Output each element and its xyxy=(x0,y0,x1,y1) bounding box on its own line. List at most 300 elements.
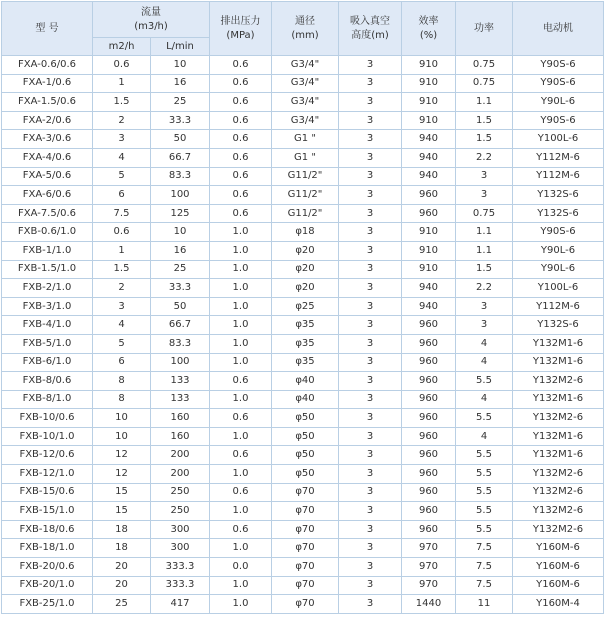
cell-diameter: φ70 xyxy=(272,539,339,558)
cell-diameter: G1 " xyxy=(272,148,339,167)
cell-motor: Y160M-6 xyxy=(513,539,604,558)
cell-efficiency: 960 xyxy=(402,390,456,409)
table-row xyxy=(2,297,604,316)
cell-efficiency: 940 xyxy=(402,297,456,316)
cell-suction-height: 3 xyxy=(339,539,402,558)
cell-motor: Y112M-6 xyxy=(513,167,604,186)
cell-flow-m3h: 3 xyxy=(93,297,151,316)
cell-flow-lmin: 300 xyxy=(151,539,210,558)
cell-motor: Y132M1-6 xyxy=(513,353,604,372)
cell-flow-m3h: 3 xyxy=(93,130,151,149)
table-row xyxy=(2,558,604,577)
cell-flow-m3h: 1.5 xyxy=(93,260,151,279)
table-row xyxy=(2,260,604,279)
cell-flow-lmin: 100 xyxy=(151,353,210,372)
cell-diameter: G11/2" xyxy=(272,186,339,205)
cell-model: FXB-15/1.0 xyxy=(2,502,93,521)
cell-power: 5.5 xyxy=(456,409,513,428)
cell-pressure: 1.0 xyxy=(210,297,272,316)
cell-flow-lmin: 333.3 xyxy=(151,576,210,595)
cell-pressure: 1.0 xyxy=(210,595,272,614)
cell-motor: Y132M1-6 xyxy=(513,390,604,409)
table-row xyxy=(2,502,604,521)
cell-flow-lmin: 83.3 xyxy=(151,167,210,186)
cell-model: FXA-5/0.6 xyxy=(2,167,93,186)
cell-power: 1.5 xyxy=(456,260,513,279)
header-motor: 电动机 xyxy=(513,2,604,56)
cell-flow-lmin: 66.7 xyxy=(151,148,210,167)
cell-power: 1.1 xyxy=(456,223,513,242)
table-row xyxy=(2,483,604,502)
cell-suction-height: 3 xyxy=(339,74,402,93)
table-row xyxy=(2,576,604,595)
cell-model: FXB-5/1.0 xyxy=(2,334,93,353)
cell-efficiency: 960 xyxy=(402,353,456,372)
cell-model: FXB-20/0.6 xyxy=(2,558,93,577)
cell-model: FXB-15/0.6 xyxy=(2,483,93,502)
cell-flow-m3h: 25 xyxy=(93,595,151,614)
header-diameter-unit: (mm) xyxy=(291,29,319,41)
table-header xyxy=(2,2,604,56)
cell-diameter: φ50 xyxy=(272,427,339,446)
cell-pressure: 1.0 xyxy=(210,390,272,409)
cell-suction-height: 3 xyxy=(339,334,402,353)
cell-flow-lmin: 125 xyxy=(151,204,210,223)
cell-flow-lmin: 100 xyxy=(151,186,210,205)
cell-suction-height: 3 xyxy=(339,148,402,167)
cell-suction-height: 3 xyxy=(339,186,402,205)
cell-flow-m3h: 15 xyxy=(93,483,151,502)
cell-flow-m3h: 4 xyxy=(93,316,151,335)
table-row xyxy=(2,130,604,149)
table-row xyxy=(2,390,604,409)
cell-flow-lmin: 160 xyxy=(151,427,210,446)
cell-efficiency: 960 xyxy=(402,465,456,484)
cell-suction-height: 3 xyxy=(339,130,402,149)
cell-motor: Y132M2-6 xyxy=(513,372,604,391)
cell-efficiency: 960 xyxy=(402,502,456,521)
cell-suction-height: 3 xyxy=(339,167,402,186)
cell-model: FXB-12/1.0 xyxy=(2,465,93,484)
cell-motor: Y112M-6 xyxy=(513,148,604,167)
cell-pressure: 0.6 xyxy=(210,483,272,502)
cell-diameter: φ35 xyxy=(272,334,339,353)
cell-pressure: 0.6 xyxy=(210,186,272,205)
cell-efficiency: 960 xyxy=(402,316,456,335)
cell-pressure: 0.6 xyxy=(210,372,272,391)
table-row xyxy=(2,465,604,484)
cell-suction-height: 3 xyxy=(339,558,402,577)
cell-pressure: 1.0 xyxy=(210,223,272,242)
cell-flow-lmin: 10 xyxy=(151,223,210,242)
cell-suction-height: 3 xyxy=(339,111,402,130)
cell-diameter: G3/4" xyxy=(272,74,339,93)
table-row xyxy=(2,56,604,75)
cell-efficiency: 970 xyxy=(402,539,456,558)
cell-motor: Y132M2-6 xyxy=(513,409,604,428)
cell-efficiency: 960 xyxy=(402,409,456,428)
header-model: 型 号 xyxy=(2,2,93,56)
cell-motor: Y160M-4 xyxy=(513,595,604,614)
table-row xyxy=(2,316,604,335)
cell-flow-m3h: 8 xyxy=(93,372,151,391)
header-flow-title: 流量 xyxy=(141,6,161,18)
cell-suction-height: 3 xyxy=(339,465,402,484)
table-row xyxy=(2,74,604,93)
cell-efficiency: 960 xyxy=(402,427,456,446)
cell-diameter: φ50 xyxy=(272,409,339,428)
cell-power: 2.2 xyxy=(456,279,513,298)
cell-power: 11 xyxy=(456,595,513,614)
table-row xyxy=(2,427,604,446)
cell-efficiency: 940 xyxy=(402,167,456,186)
cell-flow-m3h: 2 xyxy=(93,111,151,130)
cell-efficiency: 960 xyxy=(402,372,456,391)
cell-diameter: φ50 xyxy=(272,465,339,484)
cell-flow-m3h: 10 xyxy=(93,409,151,428)
cell-suction-height: 3 xyxy=(339,483,402,502)
cell-flow-lmin: 200 xyxy=(151,446,210,465)
cell-diameter: φ18 xyxy=(272,223,339,242)
cell-power: 5.5 xyxy=(456,520,513,539)
cell-efficiency: 910 xyxy=(402,260,456,279)
cell-flow-m3h: 6 xyxy=(93,186,151,205)
cell-flow-m3h: 15 xyxy=(93,502,151,521)
cell-efficiency: 1440 xyxy=(402,595,456,614)
cell-diameter: G3/4" xyxy=(272,93,339,112)
table-row xyxy=(2,595,604,614)
cell-diameter: φ20 xyxy=(272,260,339,279)
cell-diameter: φ70 xyxy=(272,483,339,502)
cell-flow-lmin: 160 xyxy=(151,409,210,428)
header-flow-m2h: m2/h xyxy=(93,38,151,56)
cell-suction-height: 3 xyxy=(339,316,402,335)
cell-model: FXA-1.5/0.6 xyxy=(2,93,93,112)
cell-flow-lmin: 66.7 xyxy=(151,316,210,335)
table-row xyxy=(2,223,604,242)
header-flow-unit: (m3/h) xyxy=(134,20,168,32)
cell-flow-lmin: 300 xyxy=(151,520,210,539)
cell-motor: Y90L-6 xyxy=(513,93,604,112)
cell-pressure: 1.0 xyxy=(210,334,272,353)
cell-flow-m3h: 18 xyxy=(93,520,151,539)
cell-power: 1.1 xyxy=(456,241,513,260)
cell-flow-m3h: 2 xyxy=(93,279,151,298)
cell-pressure: 0.6 xyxy=(210,409,272,428)
cell-model: FXB-10/0.6 xyxy=(2,409,93,428)
table-body xyxy=(2,56,604,614)
cell-model: FXB-2/1.0 xyxy=(2,279,93,298)
cell-diameter: G11/2" xyxy=(272,204,339,223)
table-row xyxy=(2,148,604,167)
cell-motor: Y132S-6 xyxy=(513,204,604,223)
cell-flow-m3h: 20 xyxy=(93,558,151,577)
cell-flow-lmin: 417 xyxy=(151,595,210,614)
cell-power: 7.5 xyxy=(456,576,513,595)
table-row xyxy=(2,241,604,260)
cell-pressure: 1.0 xyxy=(210,260,272,279)
cell-motor: Y100L-6 xyxy=(513,279,604,298)
cell-model: FXA-4/0.6 xyxy=(2,148,93,167)
cell-flow-m3h: 0.6 xyxy=(93,223,151,242)
cell-motor: Y132M1-6 xyxy=(513,427,604,446)
cell-flow-lmin: 25 xyxy=(151,260,210,279)
cell-model: FXB-8/0.6 xyxy=(2,372,93,391)
header-pressure-unit: (MPa) xyxy=(226,29,255,41)
cell-suction-height: 3 xyxy=(339,204,402,223)
cell-pressure: 1.0 xyxy=(210,539,272,558)
cell-pressure: 0.6 xyxy=(210,111,272,130)
cell-efficiency: 960 xyxy=(402,520,456,539)
cell-diameter: G3/4" xyxy=(272,111,339,130)
cell-pressure: 0.6 xyxy=(210,148,272,167)
cell-diameter: φ70 xyxy=(272,502,339,521)
cell-power: 4 xyxy=(456,353,513,372)
cell-power: 2.2 xyxy=(456,148,513,167)
cell-pressure: 0.6 xyxy=(210,520,272,539)
table-row xyxy=(2,409,604,428)
cell-flow-m3h: 0.6 xyxy=(93,56,151,75)
cell-motor: Y90S-6 xyxy=(513,74,604,93)
cell-model: FXB-0.6/1.0 xyxy=(2,223,93,242)
cell-flow-m3h: 12 xyxy=(93,446,151,465)
cell-efficiency: 910 xyxy=(402,111,456,130)
cell-power: 1.1 xyxy=(456,93,513,112)
cell-flow-lmin: 25 xyxy=(151,93,210,112)
cell-model: FXB-10/1.0 xyxy=(2,427,93,446)
cell-motor: Y132S-6 xyxy=(513,316,604,335)
table-row xyxy=(2,353,604,372)
cell-diameter: G3/4" xyxy=(272,56,339,75)
cell-motor: Y90L-6 xyxy=(513,260,604,279)
cell-suction-height: 3 xyxy=(339,56,402,75)
cell-suction-height: 3 xyxy=(339,576,402,595)
cell-diameter: φ25 xyxy=(272,297,339,316)
cell-motor: Y90S-6 xyxy=(513,56,604,75)
cell-motor: Y132M1-6 xyxy=(513,446,604,465)
cell-power: 5.5 xyxy=(456,502,513,521)
cell-motor: Y132M2-6 xyxy=(513,502,604,521)
cell-suction-height: 3 xyxy=(339,502,402,521)
cell-model: FXA-0.6/0.6 xyxy=(2,56,93,75)
cell-model: FXB-12/0.6 xyxy=(2,446,93,465)
table-row xyxy=(2,372,604,391)
cell-flow-lmin: 33.3 xyxy=(151,279,210,298)
cell-suction-height: 3 xyxy=(339,595,402,614)
cell-pressure: 1.0 xyxy=(210,353,272,372)
cell-model: FXB-6/1.0 xyxy=(2,353,93,372)
cell-diameter: φ70 xyxy=(272,520,339,539)
cell-model: FXB-3/1.0 xyxy=(2,297,93,316)
cell-model: FXB-18/0.6 xyxy=(2,520,93,539)
cell-motor: Y90S-6 xyxy=(513,111,604,130)
cell-flow-lmin: 10 xyxy=(151,56,210,75)
cell-suction-height: 3 xyxy=(339,427,402,446)
cell-power: 1.5 xyxy=(456,130,513,149)
header-suction-title: 吸入真空 xyxy=(350,15,390,27)
cell-diameter: φ70 xyxy=(272,595,339,614)
cell-motor: Y100L-6 xyxy=(513,130,604,149)
cell-power: 5.5 xyxy=(456,465,513,484)
cell-flow-lmin: 200 xyxy=(151,465,210,484)
cell-model: FXA-3/0.6 xyxy=(2,130,93,149)
cell-flow-lmin: 250 xyxy=(151,502,210,521)
cell-power: 5.5 xyxy=(456,446,513,465)
cell-efficiency: 960 xyxy=(402,186,456,205)
cell-flow-m3h: 5 xyxy=(93,334,151,353)
cell-efficiency: 940 xyxy=(402,130,456,149)
cell-model: FXB-4/1.0 xyxy=(2,316,93,335)
cell-diameter: G1 " xyxy=(272,130,339,149)
table-row xyxy=(2,334,604,353)
cell-efficiency: 910 xyxy=(402,93,456,112)
table-row xyxy=(2,167,604,186)
cell-flow-m3h: 1 xyxy=(93,74,151,93)
header-efficiency xyxy=(402,2,456,56)
cell-motor: Y160M-6 xyxy=(513,558,604,577)
header-efficiency-title: 效率 xyxy=(418,15,439,27)
cell-efficiency: 960 xyxy=(402,446,456,465)
cell-diameter: φ40 xyxy=(272,372,339,391)
cell-diameter: φ40 xyxy=(272,390,339,409)
cell-efficiency: 960 xyxy=(402,334,456,353)
header-flow xyxy=(93,2,210,38)
cell-flow-lmin: 83.3 xyxy=(151,334,210,353)
cell-diameter: G11/2" xyxy=(272,167,339,186)
cell-model: FXB-18/1.0 xyxy=(2,539,93,558)
cell-model: FXA-7.5/0.6 xyxy=(2,204,93,223)
cell-diameter: φ70 xyxy=(272,576,339,595)
cell-power: 0.75 xyxy=(456,204,513,223)
cell-motor: Y160M-6 xyxy=(513,576,604,595)
cell-pressure: 1.0 xyxy=(210,279,272,298)
header-power: 功率 xyxy=(456,2,513,56)
cell-pressure: 1.0 xyxy=(210,241,272,260)
cell-pressure: 0.6 xyxy=(210,446,272,465)
cell-efficiency: 960 xyxy=(402,204,456,223)
cell-motor: Y132M1-6 xyxy=(513,334,604,353)
header-suction xyxy=(339,2,402,56)
cell-efficiency: 970 xyxy=(402,576,456,595)
header-flow-lmin: L/min xyxy=(151,38,210,56)
cell-flow-m3h: 4 xyxy=(93,148,151,167)
table-row xyxy=(2,446,604,465)
cell-motor: Y132M2-6 xyxy=(513,520,604,539)
cell-motor: Y132S-6 xyxy=(513,186,604,205)
cell-flow-m3h: 10 xyxy=(93,427,151,446)
cell-power: 7.5 xyxy=(456,558,513,577)
cell-flow-m3h: 8 xyxy=(93,390,151,409)
cell-flow-m3h: 1 xyxy=(93,241,151,260)
cell-flow-m3h: 5 xyxy=(93,167,151,186)
table-row xyxy=(2,204,604,223)
cell-diameter: φ20 xyxy=(272,241,339,260)
cell-motor: Y132M2-6 xyxy=(513,465,604,484)
cell-efficiency: 970 xyxy=(402,558,456,577)
cell-flow-m3h: 1.5 xyxy=(93,93,151,112)
cell-pressure: 1.0 xyxy=(210,316,272,335)
cell-diameter: φ70 xyxy=(272,558,339,577)
cell-suction-height: 3 xyxy=(339,520,402,539)
cell-flow-lmin: 333.3 xyxy=(151,558,210,577)
cell-flow-m3h: 7.5 xyxy=(93,204,151,223)
cell-power: 4 xyxy=(456,427,513,446)
table-row xyxy=(2,93,604,112)
cell-pressure: 1.0 xyxy=(210,576,272,595)
cell-model: FXA-1/0.6 xyxy=(2,74,93,93)
cell-motor: Y90S-6 xyxy=(513,223,604,242)
cell-suction-height: 3 xyxy=(339,353,402,372)
cell-efficiency: 910 xyxy=(402,56,456,75)
cell-flow-lmin: 16 xyxy=(151,241,210,260)
table-row xyxy=(2,520,604,539)
cell-diameter: φ35 xyxy=(272,353,339,372)
cell-suction-height: 3 xyxy=(339,446,402,465)
table-row xyxy=(2,539,604,558)
cell-power: 3 xyxy=(456,297,513,316)
cell-efficiency: 910 xyxy=(402,241,456,260)
pump-spec-table xyxy=(1,1,604,614)
cell-power: 3 xyxy=(456,316,513,335)
cell-model: FXB-20/1.0 xyxy=(2,576,93,595)
cell-suction-height: 3 xyxy=(339,241,402,260)
cell-suction-height: 3 xyxy=(339,93,402,112)
table-row xyxy=(2,186,604,205)
cell-pressure: 1.0 xyxy=(210,502,272,521)
cell-model: FXA-6/0.6 xyxy=(2,186,93,205)
cell-flow-lmin: 50 xyxy=(151,297,210,316)
cell-flow-m3h: 18 xyxy=(93,539,151,558)
cell-power: 4 xyxy=(456,390,513,409)
cell-flow-lmin: 33.3 xyxy=(151,111,210,130)
cell-suction-height: 3 xyxy=(339,390,402,409)
cell-efficiency: 940 xyxy=(402,279,456,298)
cell-flow-lmin: 50 xyxy=(151,130,210,149)
cell-efficiency: 910 xyxy=(402,223,456,242)
cell-flow-lmin: 16 xyxy=(151,74,210,93)
cell-flow-m3h: 12 xyxy=(93,465,151,484)
cell-power: 7.5 xyxy=(456,539,513,558)
cell-power: 5.5 xyxy=(456,372,513,391)
cell-diameter: φ50 xyxy=(272,446,339,465)
cell-pressure: 0.6 xyxy=(210,130,272,149)
cell-flow-lmin: 133 xyxy=(151,372,210,391)
cell-suction-height: 3 xyxy=(339,279,402,298)
cell-efficiency: 960 xyxy=(402,483,456,502)
cell-suction-height: 3 xyxy=(339,223,402,242)
header-efficiency-unit: (%) xyxy=(419,29,438,41)
cell-pressure: 1.0 xyxy=(210,465,272,484)
cell-suction-height: 3 xyxy=(339,260,402,279)
cell-power: 3 xyxy=(456,167,513,186)
cell-pressure: 1.0 xyxy=(210,427,272,446)
cell-model: FXA-2/0.6 xyxy=(2,111,93,130)
table-row xyxy=(2,111,604,130)
cell-power: 0.75 xyxy=(456,74,513,93)
cell-model: FXB-8/1.0 xyxy=(2,390,93,409)
cell-pressure: 0.6 xyxy=(210,167,272,186)
header-suction-unit: 高度(m) xyxy=(351,29,389,41)
cell-power: 1.5 xyxy=(456,111,513,130)
cell-flow-lmin: 133 xyxy=(151,390,210,409)
header-diameter xyxy=(272,2,339,56)
cell-pressure: 0.6 xyxy=(210,204,272,223)
cell-flow-m3h: 6 xyxy=(93,353,151,372)
cell-pressure: 0.6 xyxy=(210,56,272,75)
cell-flow-lmin: 250 xyxy=(151,483,210,502)
table-row xyxy=(2,279,604,298)
cell-suction-height: 3 xyxy=(339,372,402,391)
